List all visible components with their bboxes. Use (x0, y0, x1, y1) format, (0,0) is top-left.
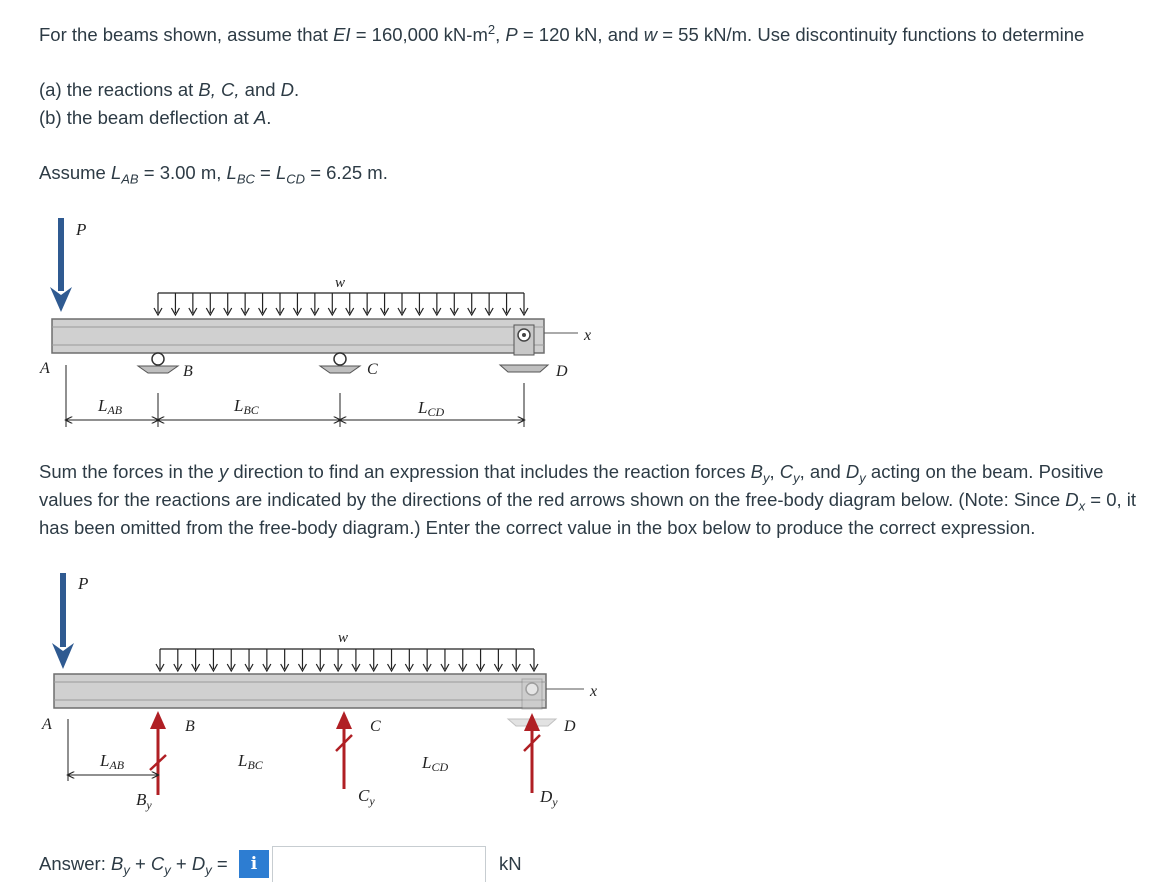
roller-support-c (320, 353, 360, 373)
label-x: x (584, 327, 592, 344)
problem-intro: For the beams shown, assume that EI = 160,000 $kN-m^2$, P = 120 kN, and w = 55 kN/m. Use discontinuity functions to determine (39, 21, 1085, 45)
label-w: w (335, 275, 346, 291)
label-lab: LAB (98, 396, 123, 417)
beam-diagram (0, 215, 1170, 430)
fbd-label-w: w (338, 630, 349, 646)
fbd-label-dy: $D_y$ (540, 787, 558, 809)
label-lbc: LBC (234, 396, 259, 417)
dimension-lines (66, 365, 524, 427)
part-b: (b) the beam deflection at A. (39, 107, 272, 128)
beam (52, 319, 544, 353)
point-load-arrow (50, 218, 72, 312)
part-a: (a) the reactions at B, C, and D. (39, 79, 300, 100)
fbd-label-a: A (42, 716, 52, 733)
fbd-label-lcd: LCD (422, 753, 449, 774)
fbd-label-lab: LAB (100, 751, 125, 772)
fbd-label-x: x (590, 683, 598, 700)
fbd-distributed-load-arrows (156, 649, 538, 671)
label-p: P (76, 220, 87, 239)
label-lcd: LCD (418, 398, 445, 419)
free-body-diagram (0, 565, 1170, 825)
reaction-arrow-by (150, 711, 166, 795)
instruction-text: Sum the forces in the y direction to find an expression that includes the reaction forces $B_y$, $C_y$, and $D_y$ acting on the beam. Positive values for the reactions are indicated by the directions of the red arrows shown on the free-body diagram below. (Note: Since $D_x = 0$, it has been omitted from the free-body diagram.) Enter the correct value in the box below to produce the correct expression. (39, 461, 1137, 538)
info-button[interactable] (239, 850, 269, 878)
label-c: C (367, 361, 378, 378)
fbd-label-d: D (564, 718, 576, 735)
info-icon: i (250, 854, 258, 874)
fbd-label-lbc: LBC (238, 751, 263, 772)
answer-input[interactable] (272, 846, 486, 882)
roller-support-b (138, 353, 178, 373)
label-d: D (556, 363, 568, 380)
fbd-beam (54, 674, 546, 708)
fbd-label-c: C (370, 718, 381, 735)
assume-lengths: Assume $L_{AB} = 3.00$ m, $L_{BC} = L_{CD} = 6.25$ m. (39, 162, 388, 187)
fbd-label-b: B (185, 718, 195, 735)
answer-label: Answer: $B_y + C_y + D_y$ = (39, 853, 228, 878)
fbd-label-cy: $C_y$ (358, 786, 375, 808)
fbd-label-p: P (78, 574, 89, 593)
label-b: B (183, 363, 193, 380)
fbd-point-load-arrow (52, 573, 74, 669)
reaction-arrow-cy (336, 711, 352, 789)
answer-unit: kN (499, 853, 522, 874)
fbd-label-by: $B_y$ (136, 790, 152, 812)
label-a: A (40, 360, 50, 377)
distributed-load-arrows (154, 293, 528, 315)
